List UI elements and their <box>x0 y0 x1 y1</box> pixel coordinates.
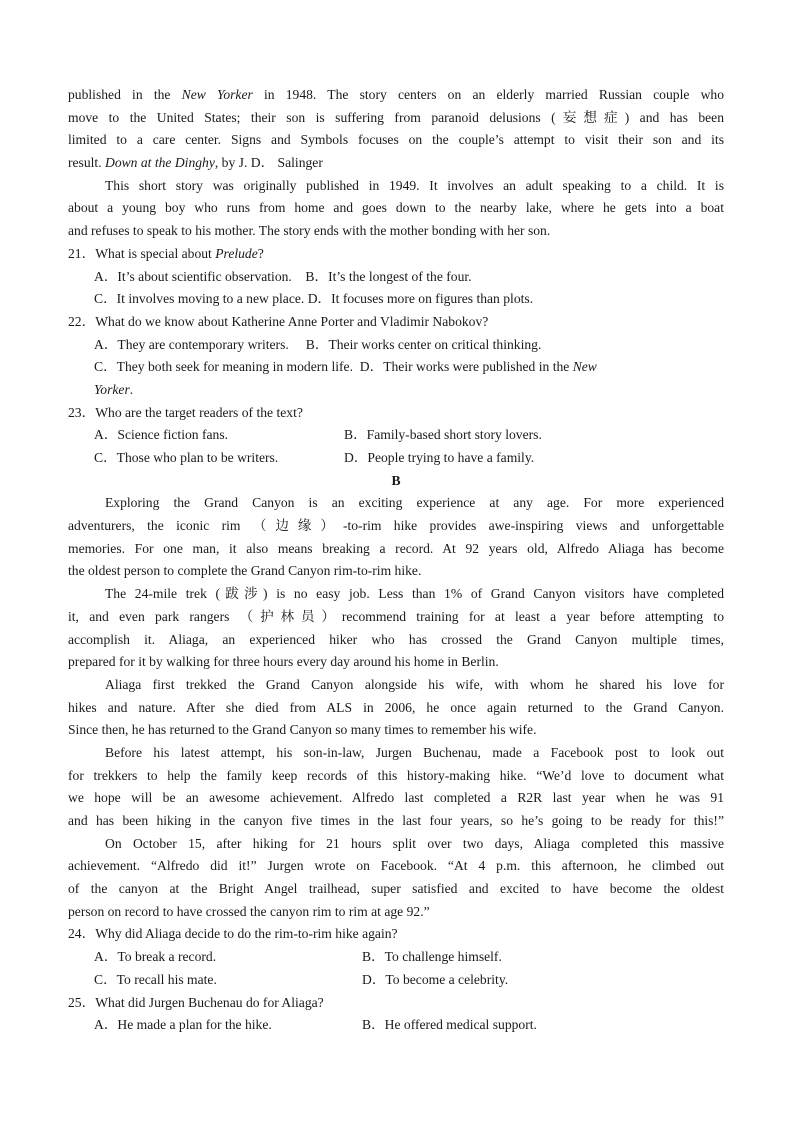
question-22: 22．What do we know about Katherine Anne Porter and Vladimir Nabokov? <box>68 313 489 329</box>
question-22-options-ab <box>68 334 724 357</box>
option-c[interactable]: C．To recall his mate. <box>94 971 217 987</box>
option-a[interactable]: A．He made a plan for the hike. <box>94 1017 272 1033</box>
passage-line: Since then, he has returned to the Grand Canyon so many times to remember his wife. <box>68 722 537 738</box>
option-c[interactable]: C．Those who plan to be writers. <box>94 450 279 465</box>
question-21-options-cd <box>68 288 724 311</box>
option-a[interactable]: A．It’s about scientific observation. <box>94 268 292 284</box>
passage-line: we hope will be an awesome achievement. Alfredo last completed a R2R last year when he was 91 <box>68 790 724 806</box>
option-d[interactable]: D．Their works were published in the New <box>359 359 597 375</box>
passage-line: This short story was originally published in 1949. It involves an adult speaking to a child. It is <box>105 177 724 193</box>
question-24: 24．Why did Aliaga decide to do the rim-to-rim hike again? <box>68 926 398 942</box>
question-22-options-cd <box>68 356 724 379</box>
option-a[interactable]: A．Science fiction fans. <box>94 427 229 443</box>
option-c[interactable]: C．They both seek for meaning in modern life. <box>94 359 353 375</box>
passage-line: On October 15, after hiking for 21 hours split over two days, Aliaga completed this massive <box>105 835 724 851</box>
passage-line: it, and even park rangers （护林员）recommend training for at least a year before attempting to <box>68 608 724 624</box>
passage-line: prepared for it by walking for three hours every day around his home in Berlin. <box>68 654 499 670</box>
option-d[interactable]: D．To become a celebrity. <box>362 971 509 987</box>
passage-line: Before his latest attempt, his son-in-law, Jurgen Buchenau, made a Facebook post to look out <box>105 744 724 760</box>
passage-line: limited to a care center. Signs and Symbols focuses on the couple’s attempt to visit their son and its <box>68 132 724 148</box>
passage-line: and has been hiking in the canyon five times in the last four years, so he’s going to be ready for this!” <box>68 813 724 828</box>
question-22-option-d-cont: Yorker. <box>94 381 134 397</box>
option-b[interactable]: B．He offered medical support. <box>362 1017 537 1033</box>
passage-line: memories. For one man, it also means breaking a record. At 92 years old, Alfredo Aliaga has become <box>68 540 724 556</box>
option-b[interactable]: B．It’s the longest of the four. <box>305 268 472 284</box>
passage-line: about a young boy who runs from home and goes down to the nearby lake, where he gets into a boat <box>68 200 724 216</box>
question-25: 25．What did Jurgen Buchenau do for Aliaga? <box>68 994 324 1010</box>
passage-line: published in the New Yorker in 1948. The story centers on an elderly married Russian couple who <box>68 87 724 102</box>
passage-line: Aliaga first trekked the Grand Canyon alongside his wife, with whom he shared his love for <box>105 676 724 692</box>
question-24-options-ab <box>68 946 724 969</box>
option-b[interactable]: B．Family-based short story lovers. <box>344 427 542 443</box>
exam-page <box>68 84 724 1037</box>
option-b[interactable]: B．To challenge himself. <box>362 949 502 965</box>
question-23-options-ab <box>68 424 724 447</box>
question-23: 23．Who are the target readers of the text? <box>68 404 303 420</box>
passage-line: hikes and nature. After she died from ALS in 2006, he once again returned to the Grand Canyon. <box>68 699 724 715</box>
passage-line: person on record to have crossed the canyon rim to rim at age 92.” <box>68 903 430 919</box>
option-c[interactable]: C．It involves moving to a new place. <box>94 291 305 307</box>
passage-line: adventurers, the iconic rim （边缘）-to-rim hike provides awe-inspiring views and unforgettable <box>68 518 724 534</box>
question-21: 21．What is special about Prelude? <box>68 245 264 261</box>
option-a[interactable]: A．They are contemporary writers. <box>94 336 289 352</box>
option-b[interactable]: B．Their works center on critical thinking. <box>305 336 542 352</box>
passage-line: The 24-mile trek (跋涉) is no easy job. Less than 1% of Grand Canyon visitors have completed <box>105 586 724 602</box>
option-d[interactable]: D．It focuses more on figures than plots. <box>307 291 534 307</box>
question-25-options-ab <box>68 1014 724 1037</box>
passage-line: of the canyon at the Bright Angel trailhead, super satisfied and excited to have become the oldest <box>68 881 724 897</box>
passage-line: for trekkers to help the family keep records of this history-making hike. “We’d love to document what <box>68 767 724 783</box>
passage-line: achievement. “Alfredo did it!” Jurgen wrote on Facebook. “At 4 p.m. this afternoon, he climbed out <box>68 858 724 874</box>
question-21-options-ab <box>68 266 724 289</box>
passage-line: move to the United States; their son is suffering from paranoid delusions (妄想症) and has been <box>68 109 724 125</box>
passage-line: the oldest person to complete the Grand Canyon rim-to-rim hike. <box>68 563 422 579</box>
question-24-options-cd <box>68 969 724 992</box>
passage-line: Exploring the Grand Canyon is an exciting experience at any age. For more experienced <box>105 495 724 511</box>
section-heading-b: B <box>391 472 401 488</box>
question-23-options-cd <box>68 447 724 470</box>
passage-line: and refuses to speak to his mother. The story ends with the mother bonding with her son. <box>68 223 551 239</box>
passage-line: result. Down at the Dinghy, by J. D． Salinger <box>68 155 323 171</box>
option-a[interactable]: A．To break a record. <box>94 949 217 965</box>
passage-line: accomplish it. Aliaga, an experienced hiker who has crossed the Grand Canyon multiple times, <box>68 631 724 647</box>
option-d[interactable]: D．People trying to have a family. <box>344 450 535 465</box>
